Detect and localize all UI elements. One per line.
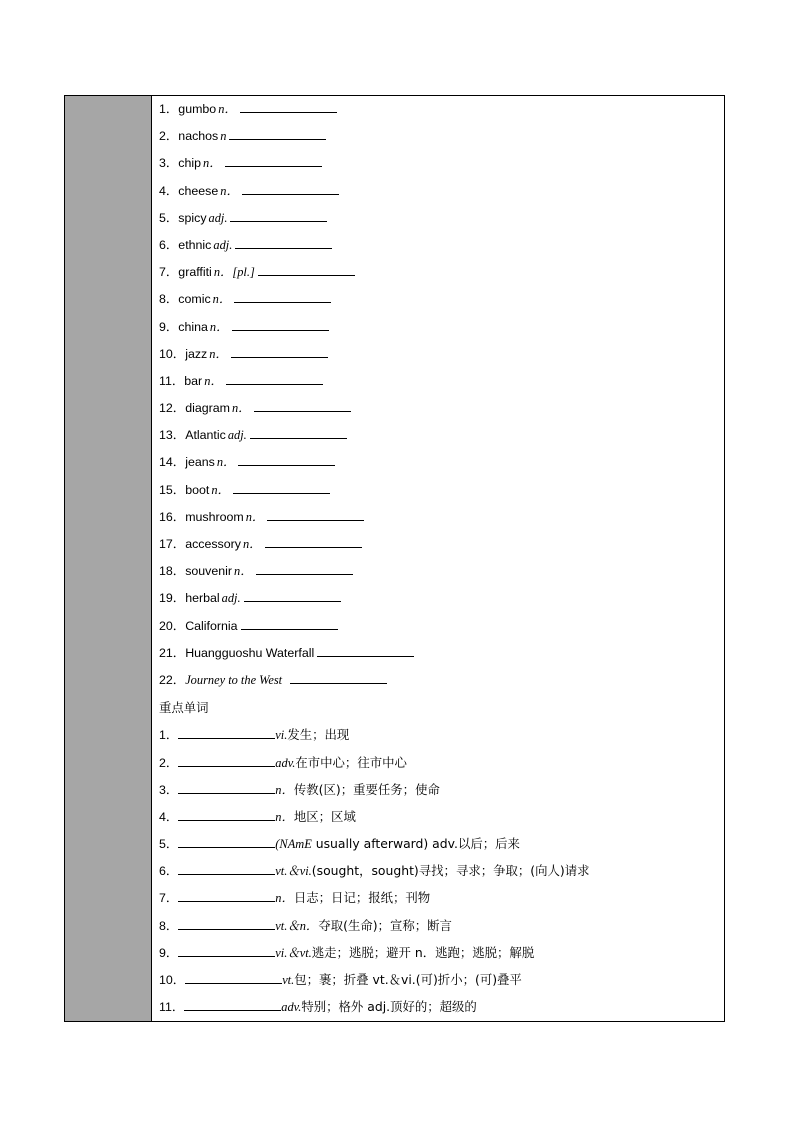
item-number: 1．	[159, 102, 179, 116]
item-number: 11．	[159, 373, 185, 388]
answer-blank[interactable]	[254, 399, 351, 412]
part-of-speech: vi.＆vt.	[275, 945, 312, 960]
vocab-row	[159, 449, 724, 476]
part-of-speech: vt.	[282, 973, 295, 987]
answer-blank[interactable]	[256, 562, 353, 575]
item-number: 13．	[159, 428, 186, 443]
definition: 日志；日记；报纸；刊物	[293, 890, 431, 906]
vocab-word: California	[185, 618, 238, 633]
part-of-speech: n．	[220, 183, 239, 198]
shaded-side-column	[65, 96, 152, 1021]
item-number: 4．	[159, 809, 179, 824]
vocab-word: herbal	[185, 591, 220, 606]
vocab-word: ethnic	[178, 237, 212, 252]
answer-blank[interactable]	[235, 236, 332, 249]
item-number: 9．	[159, 319, 179, 334]
answer-blank[interactable]	[231, 345, 328, 358]
definition: 特别；格外 adj.顶好的；超级的	[301, 999, 477, 1015]
part-of-speech: n．	[275, 809, 294, 824]
part-of-speech: n．	[204, 373, 223, 388]
part-of-speech: n．	[212, 292, 232, 307]
definition: (sought，sought)寻找；寻求；争取；(向人)请求	[311, 863, 590, 879]
item-number: 8．	[159, 918, 179, 933]
answer-blank[interactable]	[178, 754, 275, 767]
answer-blank[interactable]	[290, 671, 387, 684]
vocab-row	[159, 531, 724, 558]
vocab-word: Atlantic	[185, 428, 226, 443]
keyword-row	[159, 776, 724, 803]
keyword-row	[159, 912, 724, 939]
vocab-word: Huangguoshu Waterfall	[185, 645, 315, 660]
answer-blank[interactable]	[238, 453, 335, 466]
part-of-speech: n．[pl.]	[213, 265, 255, 280]
keyword-row	[159, 830, 724, 857]
part-of-speech: adv.	[281, 1000, 302, 1015]
answer-blank[interactable]	[178, 835, 275, 848]
part-of-speech: adj.	[213, 237, 233, 252]
answer-blank[interactable]	[233, 481, 330, 494]
vocab-row	[159, 205, 724, 232]
item-number: 6．	[159, 864, 179, 879]
vocab-word: spicy	[178, 210, 207, 225]
vocab-word: accessory	[185, 537, 241, 551]
item-number: 12．	[159, 401, 186, 416]
vocab-row	[159, 123, 724, 150]
part-of-speech: n．	[242, 537, 262, 551]
item-number: 9．	[159, 945, 179, 960]
keyword-row	[159, 884, 724, 911]
vocab-row	[159, 232, 724, 259]
answer-blank[interactable]	[178, 862, 275, 875]
answer-blank[interactable]	[184, 998, 281, 1011]
answer-blank[interactable]	[185, 971, 282, 984]
part-of-speech: n．	[211, 482, 230, 497]
item-number: 11．	[159, 1000, 185, 1015]
vocab-row	[159, 585, 724, 612]
answer-blank[interactable]	[178, 944, 275, 957]
vocab-word: nachos	[178, 129, 219, 144]
answer-blank[interactable]	[178, 726, 275, 739]
definition: 逃走；逃脱；避开 n．逃跑；逃脱；解脱	[311, 944, 535, 960]
item-number: 15．	[159, 482, 186, 497]
part-of-speech: adj.	[227, 428, 247, 443]
answer-blank[interactable]	[178, 808, 275, 821]
item-number: 19．	[159, 591, 186, 606]
item-number: 16．	[159, 509, 186, 524]
part-of-speech: adv.	[275, 755, 296, 770]
vocab-row	[159, 178, 724, 205]
definition: 发生；出现	[287, 727, 350, 743]
vocab-word: chip	[178, 156, 202, 171]
answer-blank[interactable]	[242, 182, 339, 195]
vocab-row	[159, 150, 724, 177]
answer-blank[interactable]	[226, 372, 323, 385]
part-of-speech: n．	[209, 346, 228, 361]
vocab-row	[159, 286, 724, 313]
keyword-row	[159, 993, 724, 1020]
vocab-row	[159, 368, 724, 395]
worksheet-table	[64, 95, 725, 1022]
vocab-row	[159, 558, 724, 585]
part-of-speech: n．	[231, 401, 251, 416]
part-of-speech: n．	[275, 782, 294, 797]
vocab-row	[159, 640, 724, 667]
item-number: 7．	[159, 265, 179, 280]
part-of-speech: n．	[203, 156, 222, 171]
item-number: 17．	[159, 537, 186, 551]
answer-blank[interactable]	[229, 127, 326, 140]
item-number: 2．	[159, 129, 179, 144]
part-of-speech: n	[220, 129, 227, 144]
vocab-word: jeans	[185, 455, 215, 470]
item-number: 2．	[159, 755, 179, 770]
answer-blank[interactable]	[230, 209, 327, 222]
item-number: 8．	[159, 292, 179, 307]
answer-blank[interactable]	[258, 263, 355, 276]
keyword-row	[159, 857, 724, 884]
part-of-speech: n．	[216, 455, 236, 470]
keyword-row	[159, 939, 724, 966]
answer-blank[interactable]	[178, 889, 275, 902]
vocab-row	[159, 477, 724, 504]
vocab-word: gumbo	[178, 102, 217, 116]
answer-blank[interactable]	[178, 917, 275, 930]
part-of-speech: adj.	[208, 210, 228, 225]
vocab-content	[152, 96, 724, 1021]
answer-blank[interactable]	[241, 617, 338, 630]
item-number: 5．	[159, 837, 179, 852]
part-of-speech: vi.	[275, 728, 288, 743]
vocab-row	[159, 667, 724, 694]
item-number: 20．	[159, 618, 186, 633]
answer-blank[interactable]	[178, 781, 275, 794]
vocab-word: jazz	[185, 346, 208, 361]
vocab-row	[159, 96, 724, 123]
vocab-word: comic	[178, 292, 211, 307]
vocab-row	[159, 341, 724, 368]
vocab-row	[159, 422, 724, 449]
definition: 在市中心；往市中心	[295, 754, 407, 770]
vocab-word: china	[178, 319, 208, 334]
part-of-speech: vt.＆vi.	[275, 864, 312, 879]
answer-blank[interactable]	[244, 589, 341, 602]
part-of-speech: n．	[245, 509, 265, 524]
keyword-row	[159, 749, 724, 776]
vocab-word: bar	[184, 373, 203, 388]
part-of-speech: n．	[234, 564, 253, 579]
part-of-speech: n．	[275, 891, 294, 906]
part-of-speech: adj.	[221, 591, 241, 606]
part-of-speech: n．	[209, 319, 229, 334]
vocab-word: mushroom	[185, 509, 244, 524]
definition: 地区；区域	[293, 808, 356, 824]
vocab-word: boot	[185, 482, 210, 497]
part-of-speech: (NAmE	[275, 837, 312, 852]
vocab-word: graffiti	[178, 265, 212, 280]
keyword-row	[159, 966, 724, 993]
answer-blank[interactable]	[232, 318, 329, 331]
vocab-row	[159, 504, 724, 531]
definition: 包；裹；折叠 vt.＆vi.(可)折小；(可)叠平	[294, 972, 522, 987]
vocab-word: souvenir	[185, 564, 233, 579]
part-of-speech: vt.＆n．	[275, 918, 319, 933]
answer-blank[interactable]	[225, 154, 322, 167]
definition: usually afterward) adv.以后；后来	[311, 836, 520, 852]
vocab-row	[159, 259, 724, 286]
item-number: 3．	[159, 782, 179, 797]
item-number: 14．	[159, 455, 186, 470]
item-number: 7．	[159, 891, 179, 906]
vocab-word: Journey to the West	[185, 672, 283, 687]
item-number: 6．	[159, 237, 179, 252]
item-number: 3．	[159, 156, 179, 171]
item-number: 10．	[159, 346, 186, 361]
item-number: 18．	[159, 564, 186, 579]
item-number: 22．	[159, 672, 186, 687]
definition: 夺取(生命)；宣称；断言	[318, 917, 452, 933]
vocab-word: diagram	[185, 401, 230, 416]
answer-blank[interactable]	[240, 100, 337, 113]
answer-blank[interactable]	[234, 290, 331, 303]
vocab-row	[159, 613, 724, 640]
answer-blank[interactable]	[265, 535, 362, 548]
definition: 传教(区)；重要任务；使命	[293, 781, 440, 797]
answer-blank[interactable]	[317, 644, 414, 657]
item-number: 5．	[159, 210, 179, 225]
item-number: 4．	[159, 183, 179, 198]
answer-blank[interactable]	[250, 426, 347, 439]
section-heading: 重点单词	[159, 700, 209, 716]
vocab-row	[159, 395, 724, 422]
vocab-word: cheese	[178, 183, 219, 198]
answer-blank[interactable]	[267, 508, 364, 521]
item-number: 21．	[159, 645, 186, 660]
keyword-row	[159, 721, 724, 748]
item-number: 1．	[159, 728, 179, 743]
part-of-speech: n．	[218, 102, 237, 116]
vocab-row	[159, 314, 724, 341]
item-number: 10．	[159, 973, 186, 987]
keyword-row	[159, 803, 724, 830]
